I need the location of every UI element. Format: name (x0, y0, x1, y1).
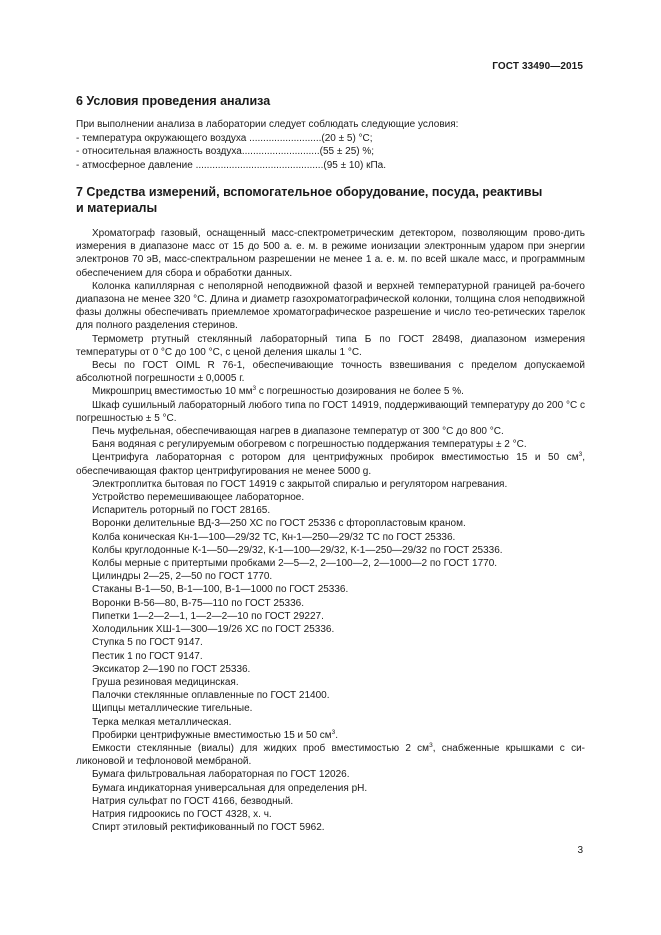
equipment-item: Груша резиновая медицинская. (92, 676, 239, 688)
equipment-item: Электроплитка бытовая по ГОСТ 14919 с закрытой спиралью и регулятором нагревания. (92, 478, 508, 490)
equipment-item: Устройство перемешивающее лабораторное. (92, 492, 305, 504)
equipment-item: Печь муфельная, обеспечивающая нагрев в диапазоне температур от 300 °С до 800 °С. (92, 426, 504, 438)
equipment-item-text: , снабженные крышками с си-ликоновой и тефлоновой мембраной. (76, 742, 585, 768)
equipment-item: Хроматограф газовый, оснащенный масс-спектрометрическим детектором, позволяющим прово-дить измерения в диапазоне масс от 15 до 500 а. е. м. в режиме ионизации электронным ударом при энергии электронов 70 эВ, масс-спектральном разрешении не менее 1 а. е. м. по всей шкале масс, и программным обеспечением для сбора и обработки данных. (76, 228, 585, 279)
equipment-item-text: Микрошприц вместимостью 10 мм (92, 386, 253, 398)
equipment-list (76, 227, 585, 834)
equipment-item: Натрия сульфат по ГОСТ 4166, безводный. (92, 795, 294, 807)
section-7-title-line-1: 7 Средства измерений, вспомогательное оборудование, посуда, реактивы (76, 185, 543, 199)
equipment-item: Весы по ГОСТ OIML R 76-1, обеспечивающие точность взвешивания с пределом допускаемой абсолютной погрешности ± 0,0005 г. (76, 360, 585, 385)
superscript-unit: 3 (331, 728, 336, 736)
equipment-item: Ступка 5 по ГОСТ 9147. (92, 637, 203, 649)
equipment-item: Воронки В-56—80, В-75—110 по ГОСТ 25336. (92, 597, 305, 609)
equipment-item: Шкаф сушильный лабораторный любого типа по ГОСТ 14919, поддерживающий температуру до 200 °С с погрешностью ± 5 °С. (76, 399, 585, 424)
equipment-item: Бумага индикаторная универсальная для определения pH. (92, 782, 368, 794)
equipment-item: Термометр ртутный стеклянный лабораторный типа Б по ГОСТ 28498, диапазоном измерения температуры от 0 °С до 100 °С, с ценой деления шкалы 1 °С. (76, 333, 585, 358)
condition-humidity: - относительная влажность воздуха............................(55 ± 25) %; (76, 146, 375, 158)
equipment-item: Воронки делительные ВД-3—250 ХС по ГОСТ 25336 с фторопластовым краном. (92, 518, 466, 530)
equipment-item: Пестик 1 по ГОСТ 9147. (92, 650, 203, 662)
equipment-item: Натрия гидроокись по ГОСТ 4328, х. ч. (92, 808, 272, 820)
equipment-item (76, 385, 585, 398)
equipment-item: Холодильник ХШ-1—300—19/26 ХС по ГОСТ 25336. (92, 624, 335, 636)
equipment-item: Колба коническая Кн-1—100—29/32 ТС, Кн-1—250—29/32 ТС по ГОСТ 25336. (92, 531, 456, 543)
section-7 (76, 184, 585, 834)
equipment-item-text: Емкости стеклянные (виалы) для жидких проб вместимостью 2 см (92, 742, 430, 754)
equipment-item: Стаканы В-1—50, В-1—100, В-1—1000 по ГОСТ 25336. (92, 584, 349, 596)
equipment-item: Пипетки 1—2—2—1, 1—2—2—10 по ГОСТ 29227. (92, 610, 324, 622)
equipment-item: Бумага фильтровальная лабораторная по ГОСТ 12026. (92, 769, 350, 781)
equipment-item: Колбы мерные с притертыми пробками 2—5—2, 2—100—2, 2—1000—2 по ГОСТ 1770. (92, 558, 498, 570)
equipment-item: Спирт этиловый ректификованный по ГОСТ 5962. (92, 822, 325, 834)
section-6-title: 6 Условия проведения анализа (76, 94, 271, 108)
equipment-item-text: . (335, 729, 339, 741)
equipment-item-text: с погрешностью дозирования не более 5 %. (256, 386, 464, 398)
page-number: 3 (577, 845, 583, 856)
conditions-list (76, 118, 585, 173)
equipment-item: Испаритель роторный по ГОСТ 28165. (92, 505, 271, 517)
standard-number-header: ГОСТ 33490—2015 (492, 61, 583, 72)
equipment-item: Эксикатор 2—190 по ГОСТ 25336. (92, 663, 251, 675)
equipment-item (76, 742, 585, 768)
equipment-item: Колбы круглодонные К-1—50—29/32, К-1—100—29/32, К-1—250—29/32 по ГОСТ 25336. (92, 544, 503, 556)
conditions-intro: При выполнении анализа в лаборатории следует соблюдать следующие условия: (76, 119, 459, 130)
equipment-item: Цилиндры 2—25, 2—50 по ГОСТ 1770. (92, 571, 273, 583)
superscript-unit: 3 (252, 385, 257, 393)
condition-temperature: - температура окружающего воздуха ..........................(20 ± 5) °С; (76, 132, 373, 144)
equipment-item-text: Пробирки центрифужные вместимостью 15 и 50 см (92, 729, 332, 741)
equipment-item: Терка мелкая металлическая. (92, 716, 232, 728)
equipment-item-text: , обеспечивающая фактор центрифугирования не менее 5000 g. (76, 452, 585, 477)
superscript-unit: 3 (578, 451, 583, 459)
equipment-item (76, 729, 585, 742)
equipment-item: Колонка капиллярная с неполярной неподвижной фазой и верхней температурной границей ра-бочего диапазона не менее 320 °С. Длина и диаметр газохроматографической колонки, толщина слоя неподвижной фазы должны обеспечивать приемлемое хроматографическое разрешение и число тео-ретических тарелок для полного разделения стеринов. (76, 280, 585, 332)
equipment-item: Палочки стеклянные оплавленные по ГОСТ 21400. (92, 690, 330, 702)
equipment-item-text: Центрифуга лабораторная с ротором для центрифужных пробирок вместимостью 15 и 50 см (92, 452, 579, 464)
section-7-title (76, 184, 585, 216)
equipment-item (76, 451, 585, 477)
section-7-title-line-2: и материалы (76, 201, 158, 215)
section-6 (76, 93, 585, 173)
condition-pressure: - атмосферное давление ..............................................(95 ± 10) кПа. (76, 160, 386, 172)
superscript-unit: 3 (429, 741, 433, 749)
equipment-item: Баня водяная с регулируемым обогревом с погрешностью поддержания температуры ± 2 °С. (92, 439, 527, 451)
equipment-item: Щипцы металлические тигельные. (92, 703, 253, 715)
